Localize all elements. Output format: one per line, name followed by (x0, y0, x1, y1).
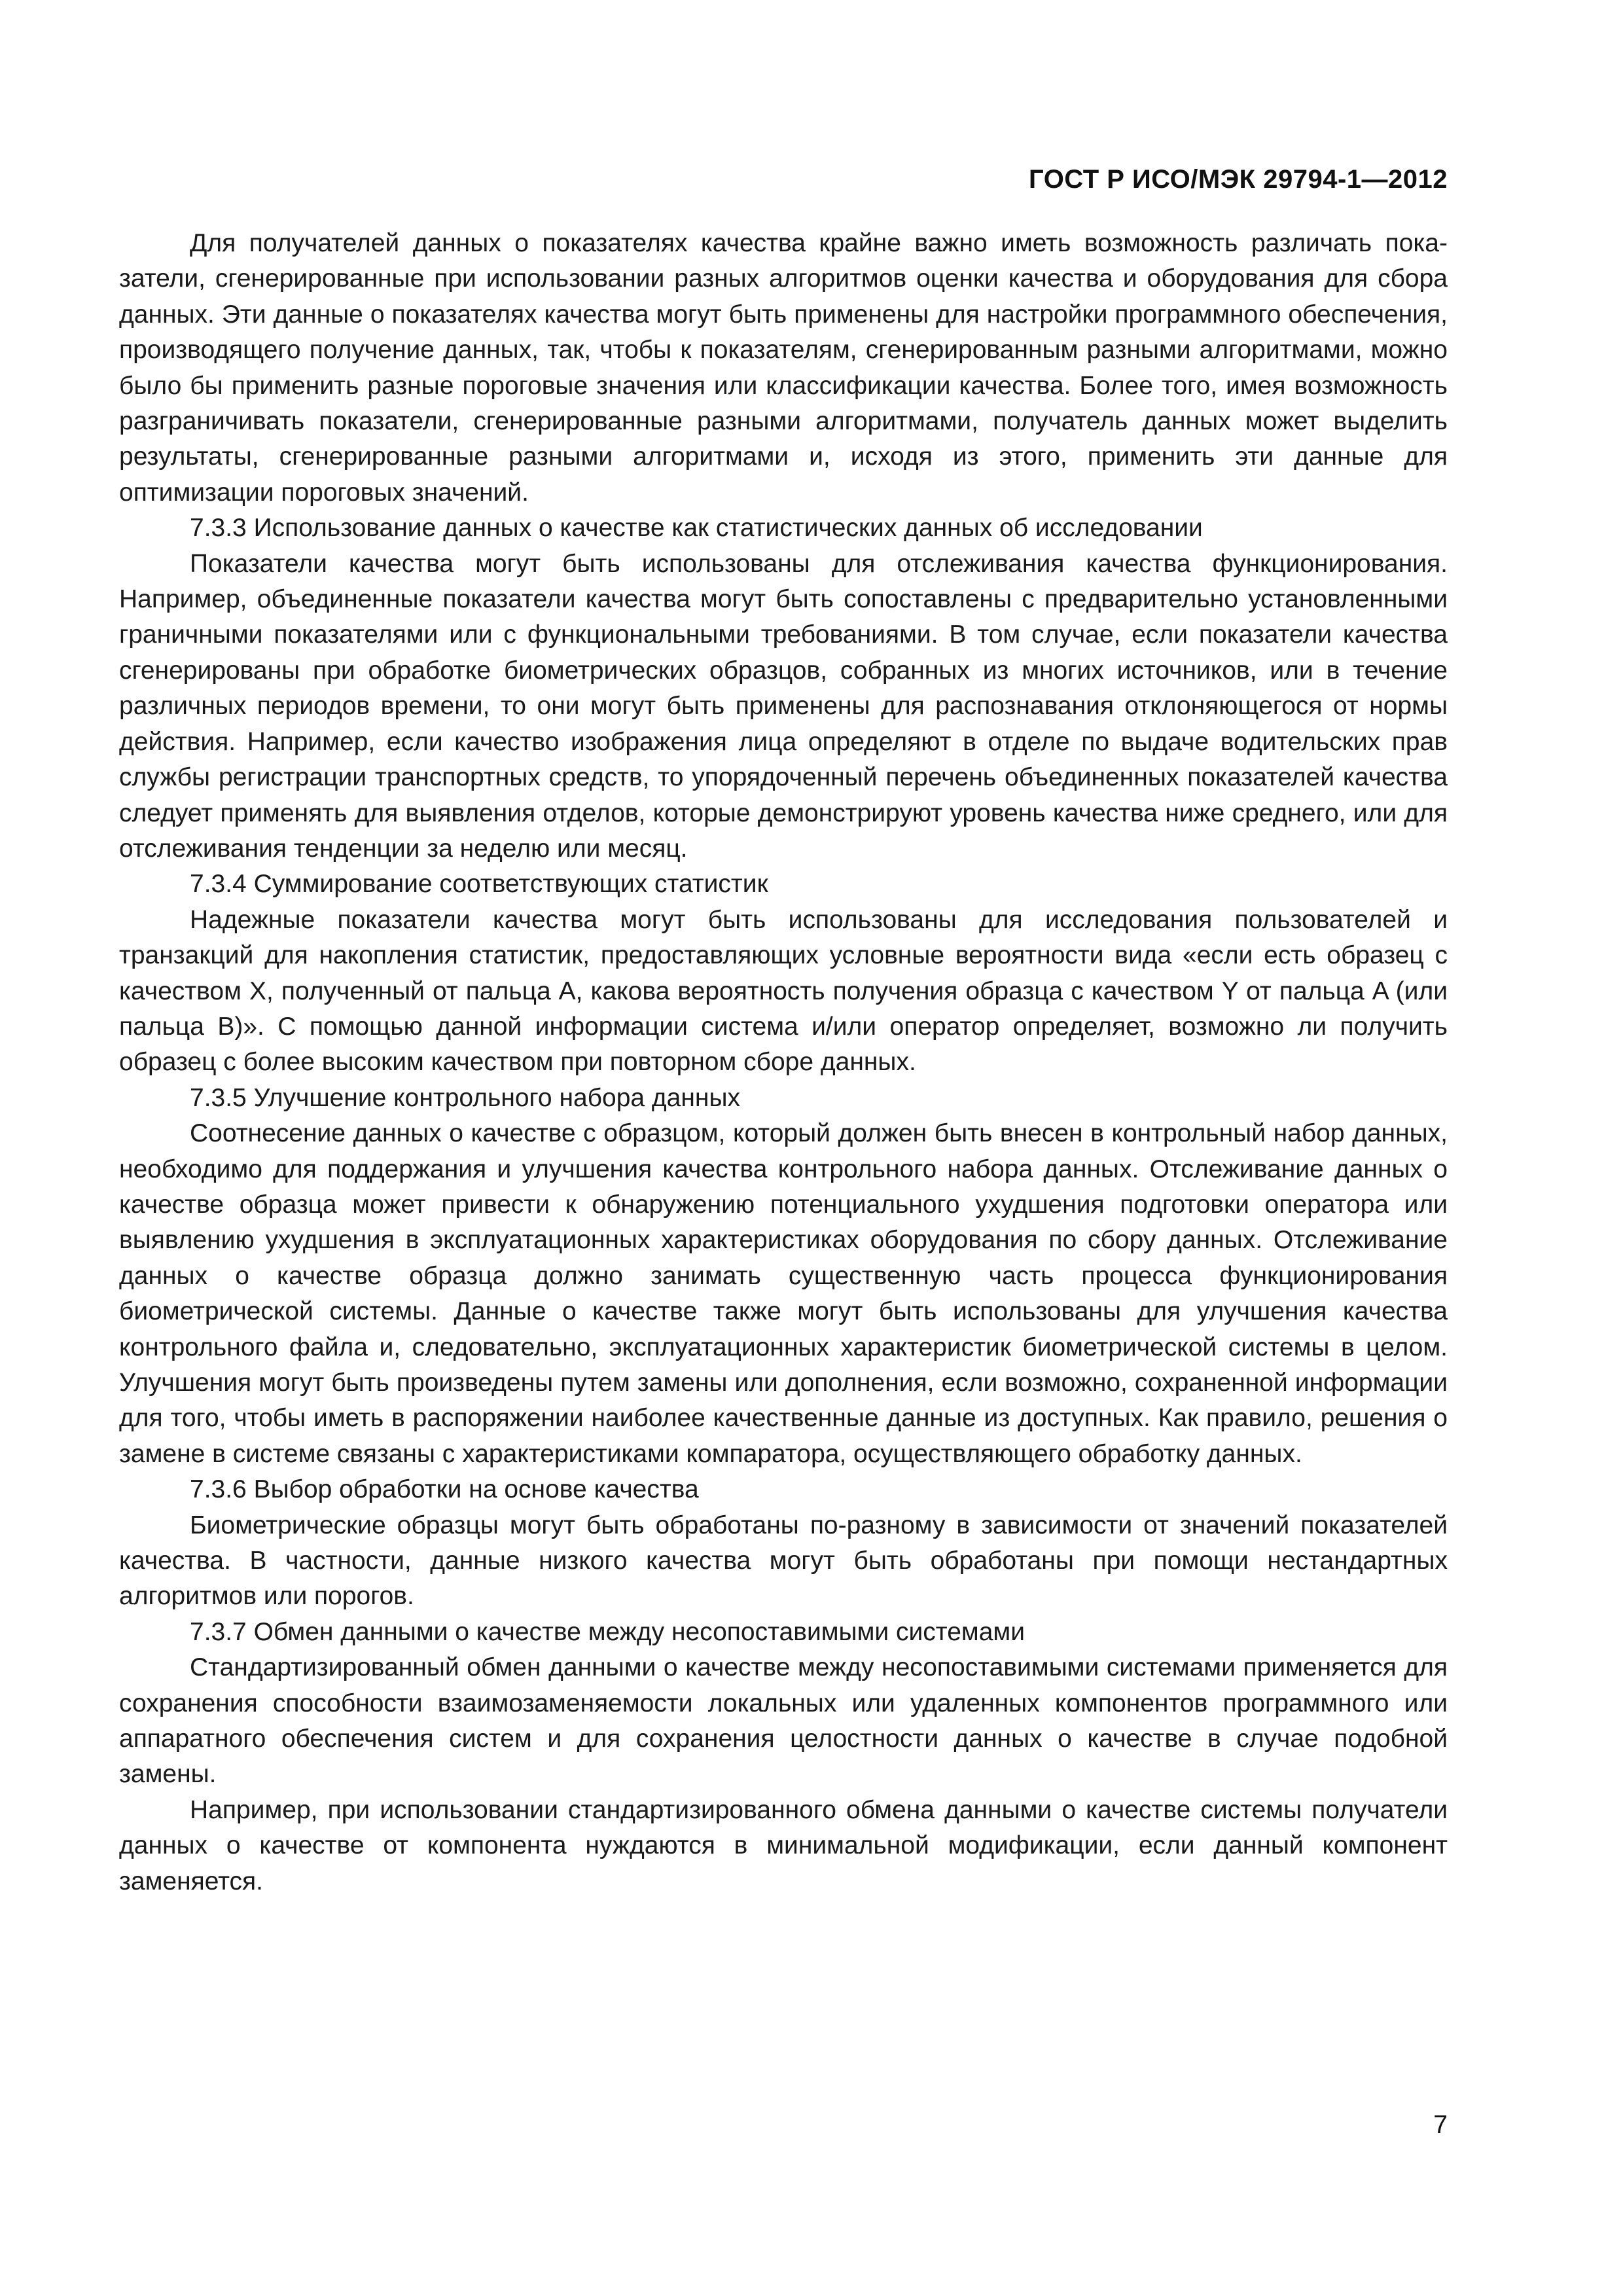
paragraph-statistics-accumulation: Надежные показатели качества могут быть использованы для исследования пользователей и транзакций для накопления статистик, предоставляющих условные вероятности вида «если есть образец с качеством X, полученный от пальца A, какова вероятность получения образца с качеством Y от пальца A (или пальца B)». С помощью данной информации система и/или оператор определяет, возможно ли получить образец с более высоким качеством при повторном сборе данных. (119, 905, 1448, 1077)
section-heading-7-3-3: 7.3.3 Использование данных о качестве как статистических данных об исследовании (190, 514, 1203, 543)
paragraph-reference-set-improvement: Соотнесение данных о качестве с образцом, который должен быть внесен в контрольный набор данных, необходимо для поддержания и улучшения качества контрольного набора данных. Отслеживание данных о качестве образца может привести к обнаружению потенциального ухудшения подготовки оператора или выявлению ухудшения в эксплуатационных характеристиках оборудования по сбору данных. Отслеживание данных о качестве образца должно занимать существенную часть процесса функционирования биометрической системы. Данные о качестве также могут быть использованы для улучшения качества контрольного файла и, следовательно, эксплуатационных характеристик биометрической системы в целом. Улучшения могут быть произведены путем замены или дополнения, если возможно, сохраненной информации для того, чтобы иметь в распоряжении наиболее качественные данные из доступных. Как правило, решения о замене в системе связаны с характеристиками компаратора, осуществляющего обработку данных. (119, 1119, 1448, 1468)
section-heading-7-3-5: 7.3.5 Улучшение контрольного набора данных (190, 1083, 740, 1112)
paragraph-recipients-distinguish: Для получателей данных о показателях качества крайне важно иметь возможность различать показатели, сгенерированные при использовании разных алгоритмов оценки качества и оборудования для сбора данных. Эти данные о показателях качества могут быть применены для настройки программного обеспечения, производящего получение данных, так, чтобы к показателям, сгенерированным разными алгоритмами, можно было бы применить разные пороговые значения или классификации качества. Более того, имея возможность разграничивать показатели, сгенерированные разными алгоритмами, получатель данных может выделить результаты, сгенерированные разными алгоритмами и, исходя из этого, применить эти данные для оптимизации пороговых значений. (119, 229, 1448, 507)
section-heading-7-3-6: 7.3.6 Выбор обработки на основе качества (190, 1475, 699, 1504)
section-heading-7-3-7: 7.3.7 Обмен данными о качестве между несопоставимыми системами (190, 1617, 1026, 1646)
page-number: 7 (1433, 2111, 1448, 2139)
document-code-header: ГОСТ Р ИСО/МЭК 29794-1—2012 (1029, 165, 1448, 194)
paragraph-quality-based-processing: Биометрические образцы могут быть обработаны по-разному в зависимости от значений показателей качества. В частности, данные низкого качества могут быть обработаны при помощи нестандартных алгоритмов или порогов. (119, 1511, 1448, 1611)
paragraph-component-replacement: Например, при использовании стандартизированного обмена данными о качестве системы получатели данных о качестве от компонента нуждаются в минимальной модификации, если данный компонент заменяется. (119, 1795, 1448, 1895)
document-body (119, 226, 1448, 1899)
section-heading-7-3-4: 7.3.4 Суммирование соответствующих статистик (190, 870, 768, 899)
paragraph-standardized-exchange: Стандартизированный обмен данными о качестве между несопоставимыми системами применяется для сохранения способности взаимозаменяемости локальных или удаленных компонентов программного или аппаратного обеспечения систем и для сохранения целостности данных о качестве в случае подобной замены. (119, 1653, 1448, 1789)
paragraph-performance-tracking: Показатели качества могут быть использованы для отслеживания качества функционирования. Например, объединенные показатели качества могут быть сопоставлены с предварительно установленными граничными показателями или с функциональными требованиями. В том случае, если показатели качества сгенерированы при обработке биометрических образцов, собранных из многих источников, или в течение различных периодов времени, то они могут быть применены для распознавания отклоняющегося от нормы действия. Например, если качество изображения лица определяют в отделе по выдаче водительских прав службы регистрации транспортных средств, то упорядоченный перечень объединенных показателей качества следует применять для выявления отделов, которые демонстрируют уровень качества ниже среднего, или для отслеживания тенденции за неделю или месяц. (119, 549, 1448, 863)
